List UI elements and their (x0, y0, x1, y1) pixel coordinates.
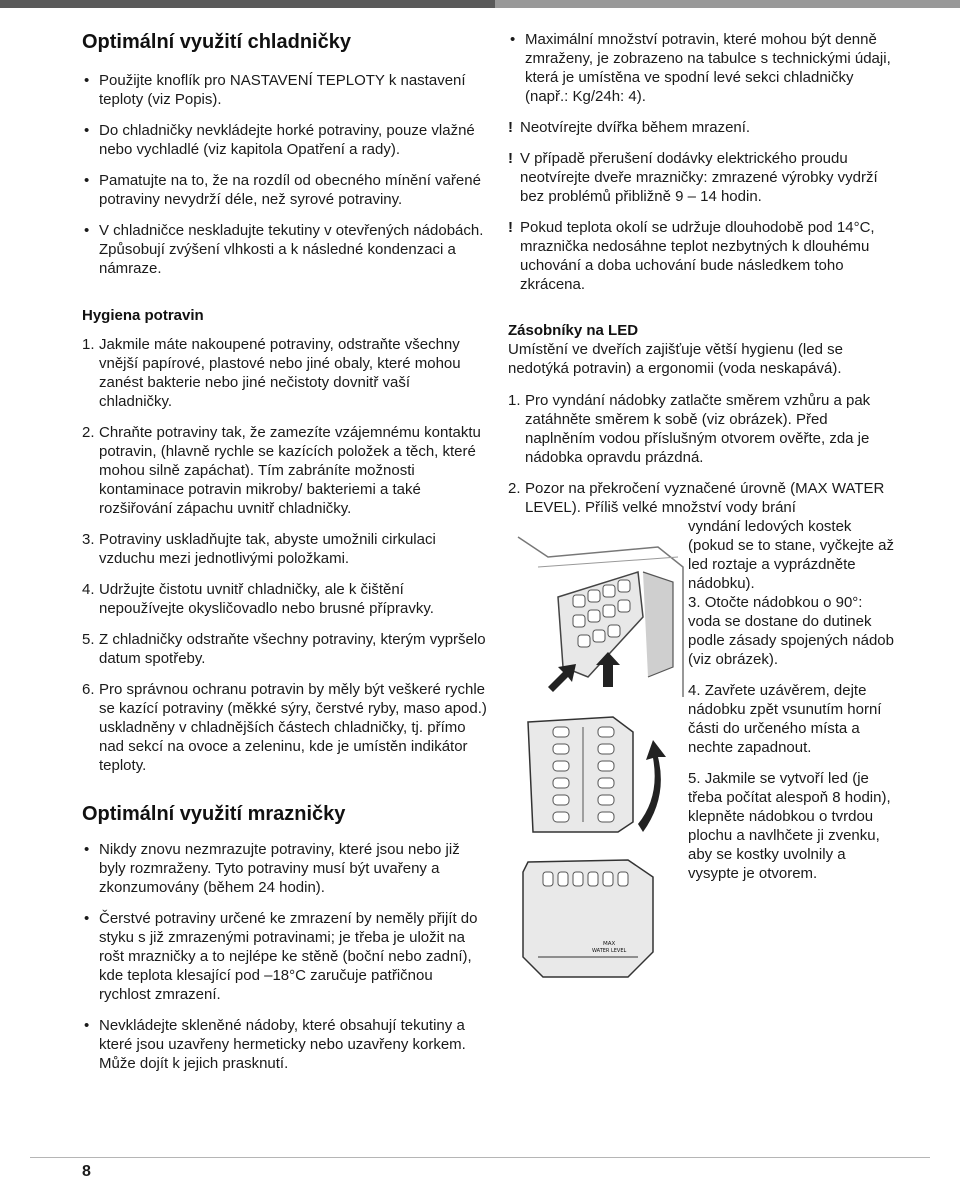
item-text: Jakmile máte nakoupené potraviny, odstraňte všechny vnější papírové, plastové nebo jiné obaly, které mohou zanést bakterie nebo jiné nečistoty dovnitř vaší chladničky. (99, 336, 461, 410)
ice-tray-intro: Umístění ve dveřích zajišťuje větší hygienu (led se nedotýká potravin) a ergonomii (voda neskapává). (508, 341, 843, 377)
footer-rule (30, 1157, 930, 1158)
list-item (82, 530, 487, 568)
item-text: Chraňte potraviny tak, že zamezíte vzájemnému kontaktu potravin, (hlavně rychle se kazících položek a těch, které mohou silně zapáchat). Tím zabráníte možnosti kontaminace potravin mikroby/ bakteriemi a také rozšiřování zápachu uvnitř chladničky. (99, 424, 481, 517)
warning-text: Pokud teplota okolí se udržuje dlouhodobě pod 14°C, mraznička nedosáhne teplot nezbytných k dlouhému uchování a doba uchování bude následkem toho zkrácena. (520, 219, 875, 293)
fridge-title: Optimální využití chladničky (82, 31, 351, 53)
item-text: Udržujte čistotu uvnitř chladničky, ale k čištění nepoužívejte okysličovadlo nebo brusné přípravky. (99, 581, 434, 617)
list-item: • Pamatujte na to, že na rozdíl od obecného mínění vařené potraviny nevydrží déle, než syrové potraviny. (82, 171, 487, 209)
list-item: • Čerstvé potraviny určené ke zmrazení by neměly přijít do styku s již zmrazenými potravinami; je třeba je uložit na rošt mrazničky a to nejlépe ke stěně (boční nebo zadní), kde teplota klesající pod –18°C zaručuje patřičnou rychlost zmrazení. (82, 909, 487, 1004)
fridge-bullets (82, 71, 487, 278)
item-number: 4. (688, 682, 701, 699)
item-number: 5. (82, 631, 95, 648)
ice-tray-rotation-illustration (508, 712, 683, 1012)
list-item (688, 681, 898, 757)
list-item: • Použijte knoflík pro NASTAVENÍ TEPLOTY k nastavení teploty (viz Popis). (82, 71, 487, 109)
warning-note (508, 149, 898, 206)
ice-tray-steps (508, 391, 898, 517)
list-item (82, 423, 487, 518)
list-item: • Do chladničky nevkládejte horké potraviny, pouze vlažné nebo vychladlé (viz kapitola Opatření a rady). (82, 121, 487, 159)
left-column (82, 30, 487, 1073)
item-text: Z chladničky odstraňte všechny potraviny, kterým vypršelo datum spotřeby. (99, 631, 486, 667)
warning-mark: ! (508, 119, 513, 136)
warning-mark: ! (508, 219, 513, 236)
freezer-capacity-bullet (508, 30, 898, 106)
list-item (82, 580, 487, 618)
list-item: • Maximální množství potravin, které mohou být denně zmraženy, je zobrazeno na tabulce s technickými údaji, která je umístěna ve spodní levé sekci chladničky (např.: Kg/24h: 4). (508, 30, 898, 106)
list-item: • Nikdy znovu nezmrazujte potraviny, které jsou nebo již byly rozmraženy. Tyto potraviny musí být uvařeny a zkonzumovány (během 24 hodin). (82, 840, 487, 897)
water-level-label: WATER LEVEL (592, 948, 627, 954)
top-bar (0, 0, 960, 8)
item-number: 1. (508, 392, 521, 409)
item-number: 3. (82, 531, 95, 548)
top-bar-dark (0, 0, 495, 8)
hygiene-title: Hygiena potravin (82, 307, 204, 324)
list-item (688, 593, 898, 669)
item-number: 5. (688, 770, 701, 787)
list-item: • V chladničce neskladujte tekutiny v otevřených nádobách. Způsobují zvýšení vlhkosti a k následné kondenzaci a námraze. (82, 221, 487, 278)
item-text: Pro správnou ochranu potravin by měly být veškeré rychle se kazící potraviny (měkké sýry, čerstvé ryby, maso apod.) uskladněny v chladnějších částech chladničky, tj. přímo nad sekcí na ovoce a zeleninu, kde je umístěn indikátor teploty. (99, 681, 487, 774)
item-text: Potraviny uskladňujte tak, abyste umožnili cirkulaci vzduchu mezi jednotlivými položkami. (99, 531, 436, 567)
warning-mark: ! (508, 150, 513, 167)
list-item (82, 630, 487, 668)
item-number: 2. (82, 424, 95, 441)
warning-text: Neotvírejte dvířka během mrazení. (520, 119, 751, 136)
list-item (688, 769, 898, 883)
item-number: 6. (82, 681, 95, 698)
warning-note (508, 218, 898, 294)
page-number: 8 (82, 1163, 91, 1180)
item-number: 1. (82, 336, 95, 353)
list-item (508, 479, 898, 517)
item-number: 2. (508, 480, 521, 497)
item-text: Otočte nádobkou o 90°: voda se dostane do dutinek podle zásady spojených nádob (viz obrázek). (688, 594, 894, 668)
list-item (82, 680, 487, 775)
item-text: Pozor na překročení vyznačené úrovně (MAX WATER LEVEL). Příliš velké množství vody brání (525, 480, 885, 516)
freezer-bullets (82, 840, 487, 1073)
item-text: Zavřete uzávěrem, dejte nádobku zpět vsunutím horní části do určeného místa a nechte zapadnout. (688, 682, 882, 756)
ice-tray-removal-illustration (508, 527, 686, 697)
warning-text: V případě přerušení dodávky elektrického proudu neotvírejte dveře mrazničky: zmrazené výrobky vydrží bez problémů přibližně 9 – 14 hodin. (520, 150, 878, 205)
list-item: • Nevkládejte skleněné nádoby, které obsahují tekutiny a které jsou uzavřeny hermeticky nebo uzavřeny korkem. Může dojít k jejich prasknutí. (82, 1016, 487, 1073)
freezer-title: Optimální využití mrazničky (82, 803, 346, 825)
list-item (508, 391, 898, 467)
item-number: 4. (82, 581, 95, 598)
item-number: 3. (688, 594, 701, 611)
item-text: Pro vyndání nádobky zatlačte směrem vzhůru a pak zatáhněte směrem k sobě (viz obrázek). Před naplněním vodou příslušným otvorem ověřte, zda je nádobka opravdu prázdná. (525, 392, 871, 466)
item-text: Jakmile se vytvoří led (je třeba počítat alespoň 8 hodin), klepněte nádobkou o tvrdou plochu a navlhčete ji zvenku, aby se kostky uvolnily a vysypte je otvorem. (688, 770, 891, 882)
warning-note (508, 118, 898, 137)
item-text-continued: vyndání ledových kostek (pokud se to stane, vyčkejte až led roztaje a vyprázdněte nádobku). (688, 518, 894, 592)
ice-tray-title: Zásobníky na LED (508, 322, 639, 339)
max-label: MAX (603, 941, 616, 947)
hygiene-list (82, 335, 487, 775)
list-item (82, 335, 487, 411)
